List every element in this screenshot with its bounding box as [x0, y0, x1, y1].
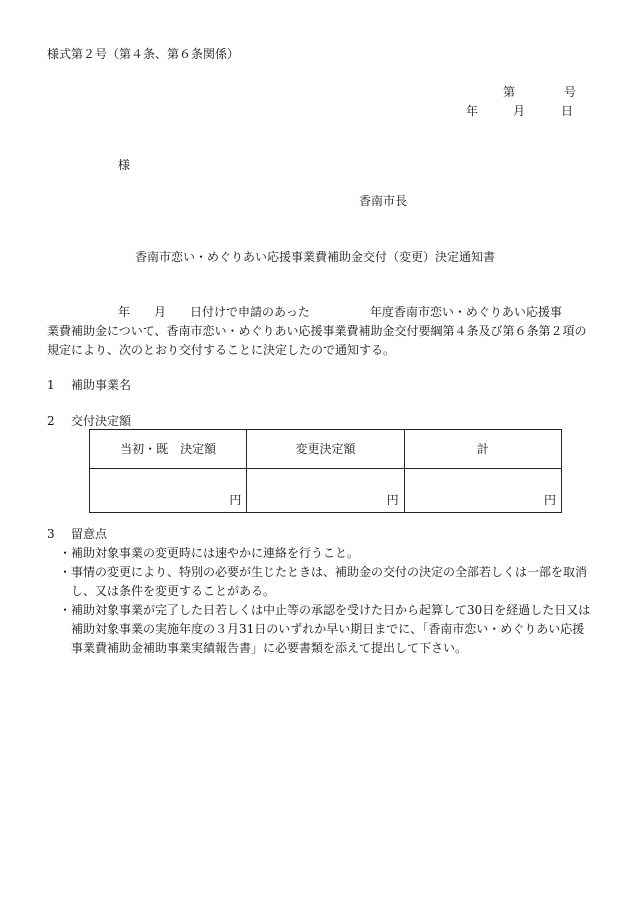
body-line-3: 規定により、次のとおり交付することに決定したので通知する。	[47, 343, 396, 357]
amount-table-value-row	[90, 469, 562, 513]
section-title: 留意点	[71, 527, 108, 541]
issuer: 香南市長	[359, 194, 408, 208]
section-number: 2	[47, 414, 55, 428]
amount-table	[89, 429, 562, 513]
section-2	[47, 415, 131, 427]
body-line-2: 業費補助金について、香南市恋い・めぐりあい応援事業費補助金交付要綱第４条及び第６条第２項の	[47, 324, 587, 338]
section-3	[47, 528, 107, 540]
addressee: 様	[118, 158, 131, 172]
document-number-go: 号	[564, 85, 577, 99]
body-line-1	[47, 306, 562, 318]
note-3-continued-2: 事業費補助金補助事業実績報告書」に必要書類を添えて提出して下さい。	[71, 641, 468, 655]
initial-amount-cell: 円	[90, 469, 247, 513]
date-year: 年	[466, 104, 479, 118]
note-2: ・事情の変更により、特別の必要が生じたときは、補助金の交付の決定の全部若しくは一部を取消	[59, 565, 588, 579]
document-number-dai: 第	[503, 85, 516, 99]
header-changed-amount: 変更決定額	[247, 430, 404, 469]
changed-amount-cell: 円	[247, 469, 404, 513]
section-title: 交付決定額	[71, 414, 132, 428]
body-month: 月	[154, 305, 167, 319]
document-title: 香南市恋い・めぐりあい応援事業費補助金交付（変更）決定通知書	[134, 250, 495, 264]
header-total: 計	[404, 430, 561, 469]
amount-table-header-row	[90, 430, 562, 469]
form-label: 様式第２号（第４条、第６条関係）	[47, 47, 240, 61]
section-title: 補助事業名	[71, 378, 132, 392]
body-fiscal: 年度香南市恋い・めぐりあい応援事	[369, 305, 562, 319]
section-1	[47, 379, 131, 391]
body-year: 年	[118, 305, 131, 319]
header-initial-amount: 当初・既 決定額	[90, 430, 247, 469]
note-3: ・補助対象事業が完了した日若しくは中止等の承認を受けた日から起算して30日を経過した日又は	[59, 603, 591, 617]
note-3-continued-1: 補助対象事業の実施年度の３月31日のいずれか早い期日までに、「香南市恋い・めぐりあい応援	[71, 622, 585, 636]
note-1: ・補助対象事業の変更時には速やかに連絡を行うこと。	[59, 546, 360, 560]
total-amount-cell: 円	[404, 469, 561, 513]
date-day: 日	[561, 104, 574, 118]
date-month: 月	[513, 104, 526, 118]
note-2-continued: し、又は条件を変更することがある。	[71, 584, 276, 598]
section-number: 1	[47, 378, 55, 392]
body-applied: 日付けで申請のあった	[190, 305, 310, 319]
section-number: 3	[47, 527, 55, 541]
